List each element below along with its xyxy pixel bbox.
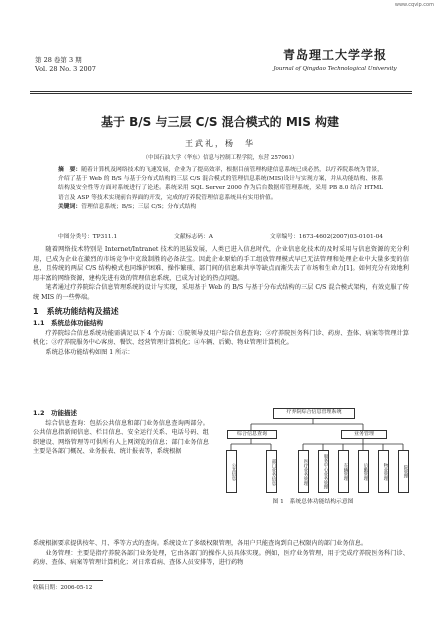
subsection-heading-1-1: 1.1 系统总体功能结构 bbox=[33, 319, 104, 328]
abstract-text: 随着计算机及网络技术的飞速发展，企业为了提高效率，根据目前管理构建信息系统已成必然，以疗养院系统为背景，介绍了基于 Web 的 B/S 与基于分布式结构的三层 C/S 混合模式的管理信息系统(MIS)设计与实现方案，并从功能结构、体系结构及安全性等方面对系统进行了论述。系统采用 SQL Server 2000 作为后台数据库管理系统，采用 PB 8.0 结合 HTML 语言及 ASP 等技术实现前台界面的开发，完成的疗养院管理信息系统具有实用价值。 bbox=[58, 167, 383, 201]
function-structure-diagram bbox=[213, 404, 413, 496]
body-text bbox=[33, 245, 409, 358]
diagram-root-node: 疗养院综合信息管理系统 bbox=[273, 408, 355, 419]
query-permission-paragraph: 系统根据要求提供按年、月、季等方式的查询。系统设立了多级权限管理，各用户只能查询到自己权限内的部门业务信息。 bbox=[33, 540, 368, 547]
diagram-leaf-property: 物业管理 bbox=[378, 450, 389, 493]
diagram-leaf-logistics: 后勤管理 bbox=[358, 450, 369, 493]
intro-paragraph-2: 笔者通过疗养院综合信息管理系统的设计与实现，采用基于 Web 的 B/S 与基于分布式结构的三层 C/S 混合模式架构，有效克服了传统 MIS 的一些弊端。 bbox=[33, 284, 409, 301]
keywords: 管理信息系统；B/S；三层 C/S；分布式结构 bbox=[81, 203, 197, 210]
diagram-leaf-medical: 医疗业务管理 bbox=[298, 450, 309, 493]
received-date: 收稿日期：2006-05-12 bbox=[33, 585, 93, 591]
diagram-leaf-public-info: 公共信息 bbox=[226, 450, 237, 493]
header-rule bbox=[30, 91, 412, 92]
volume-en: Vol. 28 No. 3 2007 bbox=[35, 65, 96, 73]
section-heading-1: 1 系统功能结构及描述 bbox=[33, 306, 119, 316]
abstract bbox=[58, 166, 383, 212]
diagram-node-business: 业务管理 bbox=[341, 430, 387, 439]
left-column-text bbox=[33, 409, 209, 457]
authors: 王武礼，杨 华 bbox=[185, 139, 255, 148]
journal-title-cn: 青岛理工大学学报 bbox=[282, 48, 387, 62]
volume-info bbox=[35, 56, 96, 74]
diagram-leaf-vehicle: 车辆管理 bbox=[338, 450, 349, 493]
footnote-rule bbox=[33, 580, 103, 581]
section-1-1-figure-ref: 系统总体功能结构如图 1 所示： bbox=[45, 348, 134, 356]
clc-number: 中图分类号：TP311.1 bbox=[58, 234, 118, 240]
article-id: 文章编号：1673-4602(2007)03-0101-04 bbox=[269, 234, 383, 240]
figure-caption: 图 1 系统总体功能结构示意图 bbox=[272, 499, 354, 505]
diagram-leaf-service-center: 服务中心业务管理 bbox=[318, 450, 329, 493]
keywords-label: 关键词： bbox=[58, 203, 82, 210]
continued-text bbox=[33, 539, 409, 568]
classification-meta bbox=[58, 233, 383, 242]
function-paragraph: 综合信息查询：包括公共信息和部门业务信息查询两部分。公共信息指新闻信息、栏目信息、安全运行关系、电话号码、组织建设、网络管理等可供所有人上网浏览的信息；部门业务信息主要是各部门概况、业务报表、统计报表等，系统根据 bbox=[33, 419, 209, 456]
abstract-label: 摘 要： bbox=[58, 167, 82, 173]
source-url: www.cqvip.com bbox=[394, 2, 434, 8]
intro-paragraph-1: 随着网络技术特别是 Internet/Intranet 技术的迅猛发展，人类已进入信息时代，企业信息化技术的及时采用与信息资源的充分利用，已成为企业在激烈的市场竞争中克敌制胜的必备法宝。因此企业原始的手工组放管理模式早已无法管理和处理企业中大量多变的信息，且传统的两层 C/S 结构模式也同维护困难、操作繁琐、部门间的信息难共享等缺点而渐失去了市场和生命力[1]。如何充分有效地利用丰富的网络资源，建构先进有效的管理信息系统，已成为讨论的热点问题。 bbox=[33, 246, 409, 282]
document-code: 文献标志码：A bbox=[174, 234, 213, 240]
section-1-1-paragraph: 疗养院综合信息系统功能需满足以下 4 个方面：①院领导及用户综合信息查询；②疗养院医务科门诊、药房、查体、病案等管理计算机化；③疗养院服务中心客房、餐饮、经营管理计算机化；④车辆、后勤、物业管理计算机化。 bbox=[33, 329, 409, 347]
header-rule-thin bbox=[30, 93, 412, 94]
business-paragraph: 业务管理：主要是指疗养院各部门业务处理，它由各部门的操作人员具体实现。例如，医疗业务管理，用于完成疗养院医务科门诊、药房、查体、病案等管理计算机化；对日常看病、查体人员安排等，进行药物 bbox=[33, 549, 409, 567]
journal-masthead bbox=[262, 38, 408, 90]
journal-title-en: Journal of Qingdao Technological University bbox=[273, 66, 397, 72]
volume-cn: 第 28 卷第 3 期 bbox=[35, 56, 82, 64]
diagram-leaf-dept-info: 部门业务信息 bbox=[266, 450, 277, 493]
diagram-leaf-admin: 院管理 bbox=[398, 450, 409, 493]
subsection-heading-1-2: 1.2 功能描述 bbox=[33, 409, 78, 417]
diagram-node-query: 综合信息查询 bbox=[227, 430, 277, 439]
affiliation: （中国石油大学（华东）信息与控制工程学院，东营 257061） bbox=[142, 155, 298, 161]
paper-title: 基于 B/S 与三层 C/S 混合模式的 MIS 构建 bbox=[100, 115, 340, 129]
